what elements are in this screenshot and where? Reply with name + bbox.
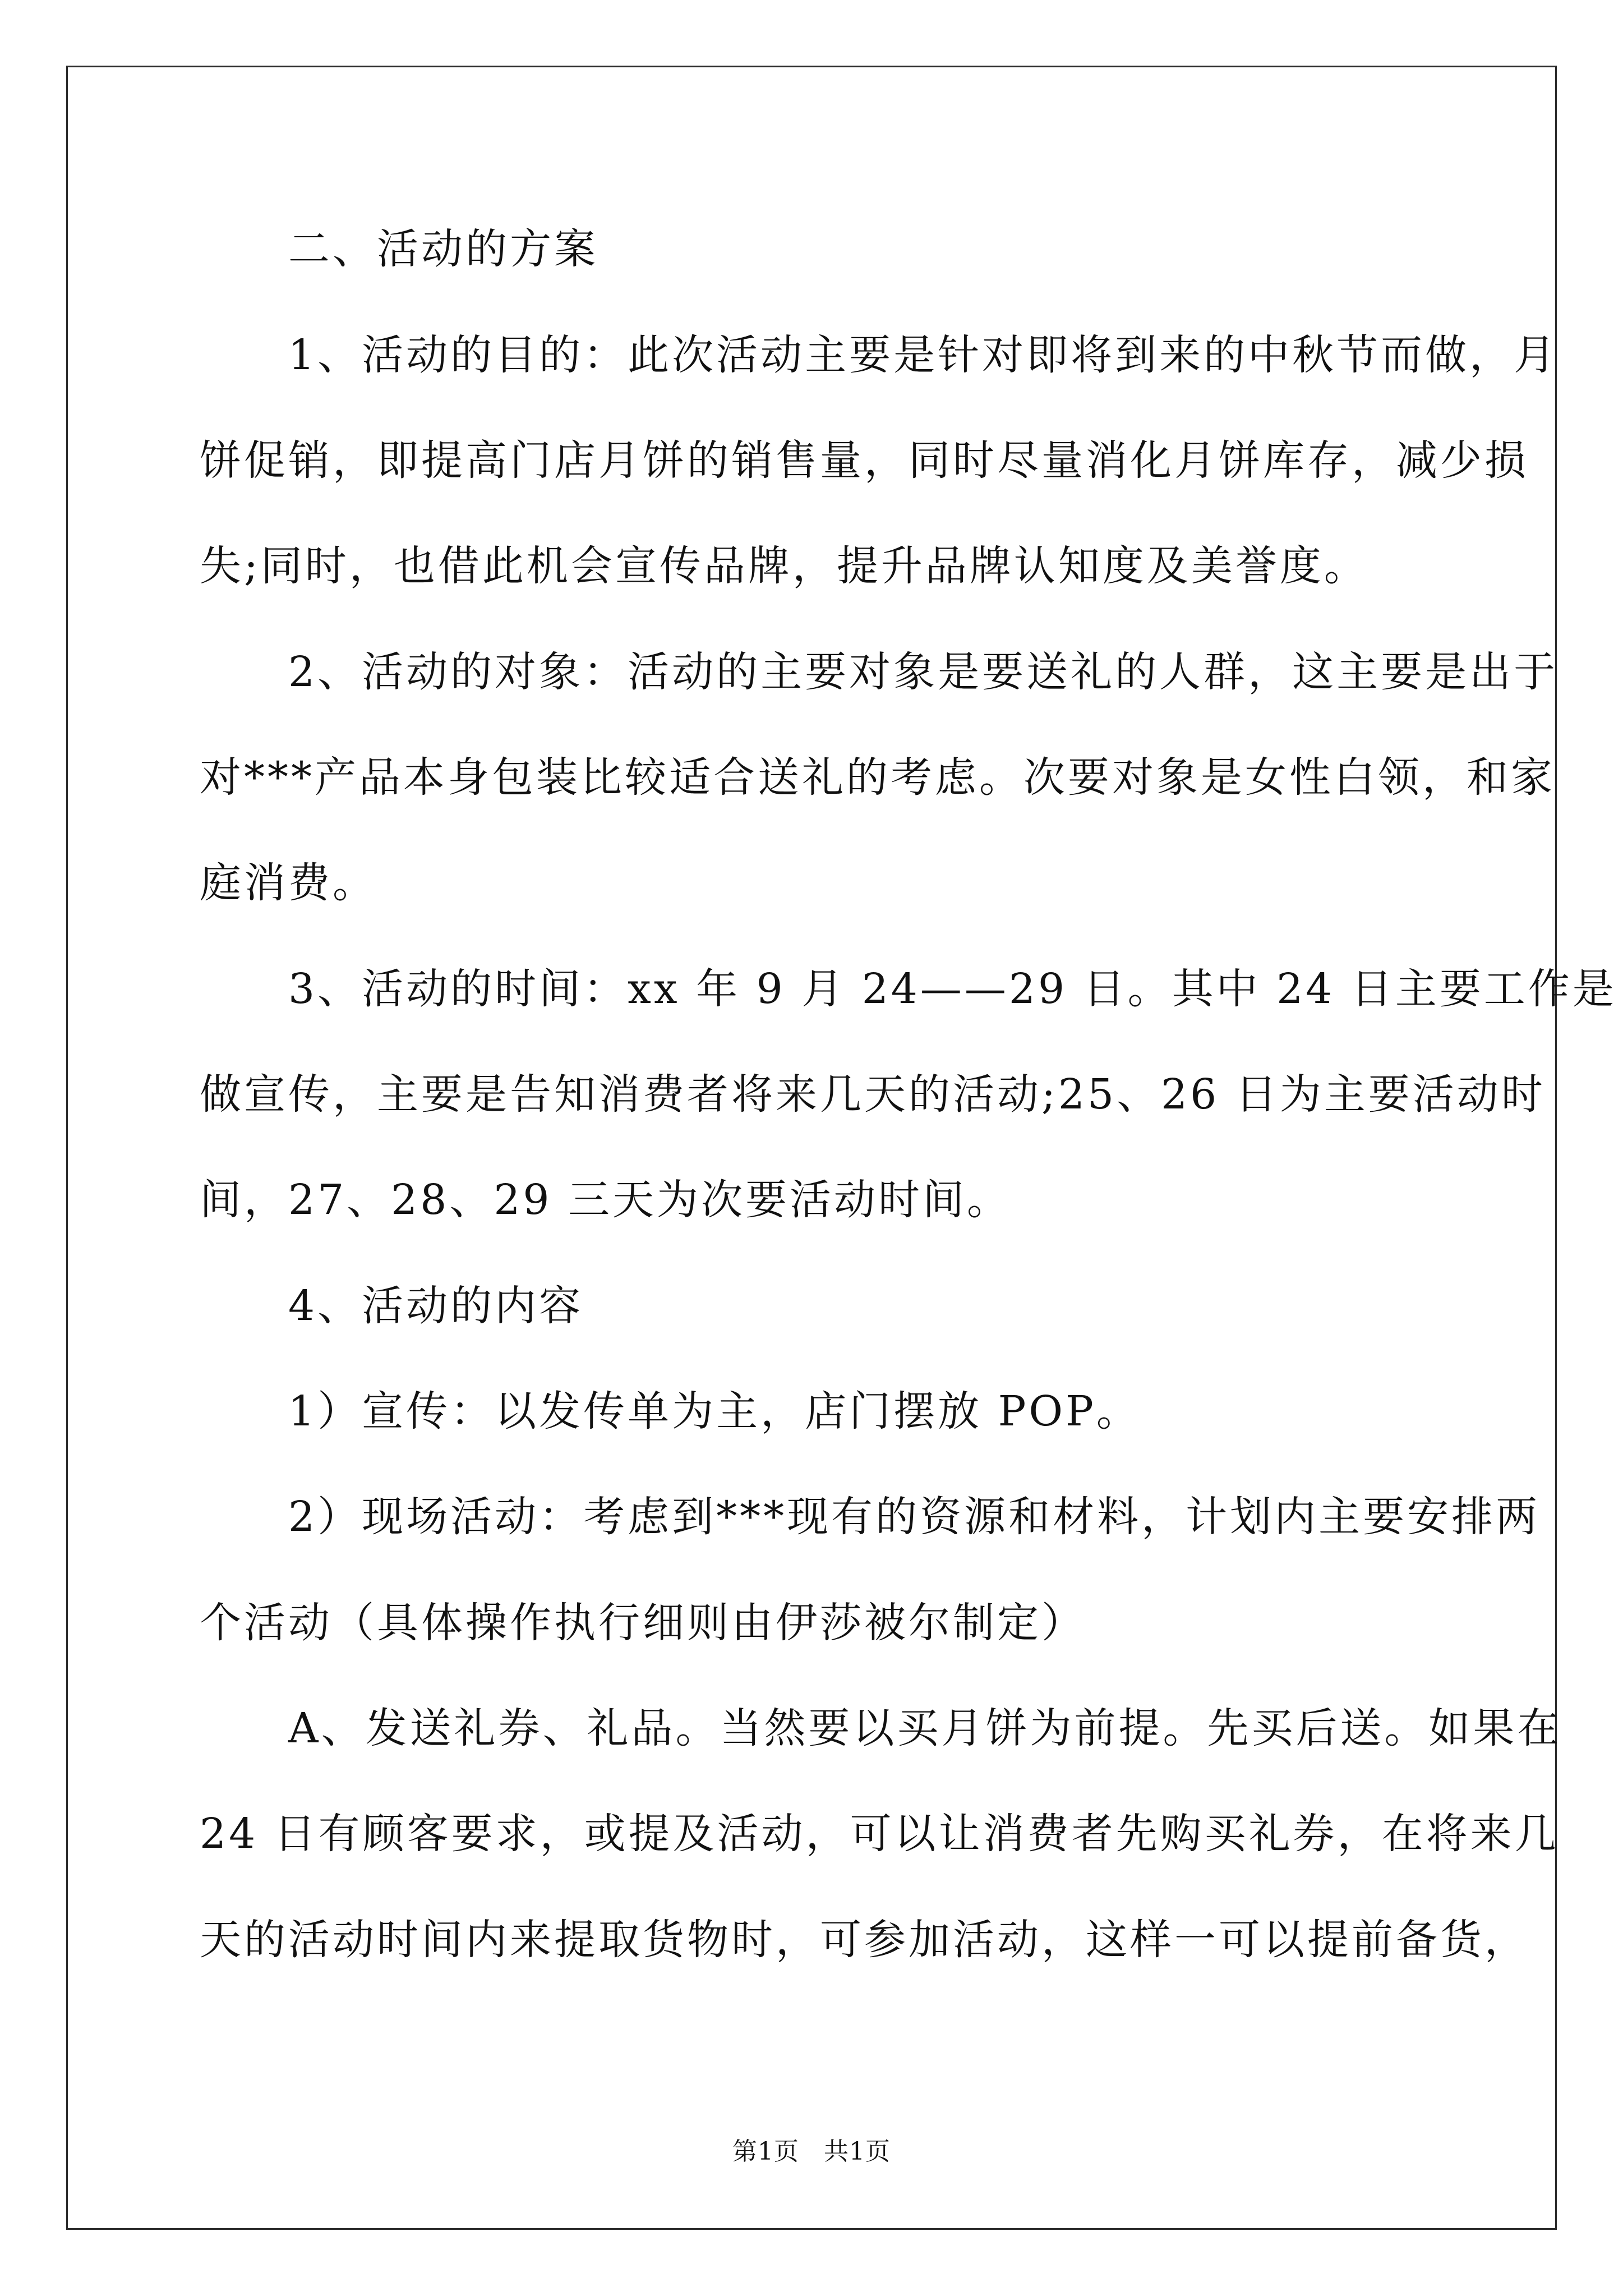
page-total: 共1页 <box>824 2137 891 2166</box>
text-line: 24 日有顾客要求，或提及活动，可以让消费者先购买礼券，在将来几 <box>200 1810 1559 1858</box>
text-line: 3、活动的时间：xx 年 9 月 24——29 日。其中 24 日主要工作是 <box>200 965 1617 1013</box>
text-line: 对***产品本身包装比较适合送礼的考虑。次要对象是女性白领，和家 <box>200 753 1555 802</box>
text-line: 2）现场活动：考虑到***现有的资源和材料，计划内主要安排两 <box>200 1493 1541 1541</box>
text-line: 1）宣传：以发传单为主，店门摆放 POP。 <box>200 1387 1141 1435</box>
document-body <box>200 0 1617 2188</box>
text-line: 二、活动的方案 <box>200 225 598 273</box>
text-line: 4、活动的内容 <box>200 1282 584 1330</box>
text-line: 天的活动时间内来提取货物时，可参加活动，这样一可以提前备货， <box>200 1916 1529 1964</box>
page-footer <box>0 2136 1623 2168</box>
text-line: 个活动（具体操作执行细则由伊莎被尔制定） <box>200 1599 1086 1647</box>
text-line: 庭消费。 <box>200 859 377 907</box>
text-line: 饼促销，即提高门店月饼的销售量，同时尽量消化月饼库存，减少损 <box>200 436 1529 485</box>
text-line: 做宣传，主要是告知消费者将来几天的活动;25、26 日为主要活动时 <box>200 1070 1546 1119</box>
text-line: 1、活动的目的：此次活动主要是针对即将到来的中秋节而做，月 <box>200 331 1559 379</box>
text-line: 2、活动的对象：活动的主要对象是要送礼的人群，这主要是出于 <box>200 648 1559 696</box>
text-line: A、发送礼券、礼品。当然要以买月饼为前提。先买后送。如果在 <box>200 1704 1562 1752</box>
text-line: 间，27、28、29 三天为次要活动时间。 <box>200 1176 1012 1224</box>
page-number: 第1页 <box>732 2137 799 2166</box>
text-line: 失;同时，也借此机会宣传品牌，提升品牌认知度及美誉度。 <box>200 542 1368 590</box>
